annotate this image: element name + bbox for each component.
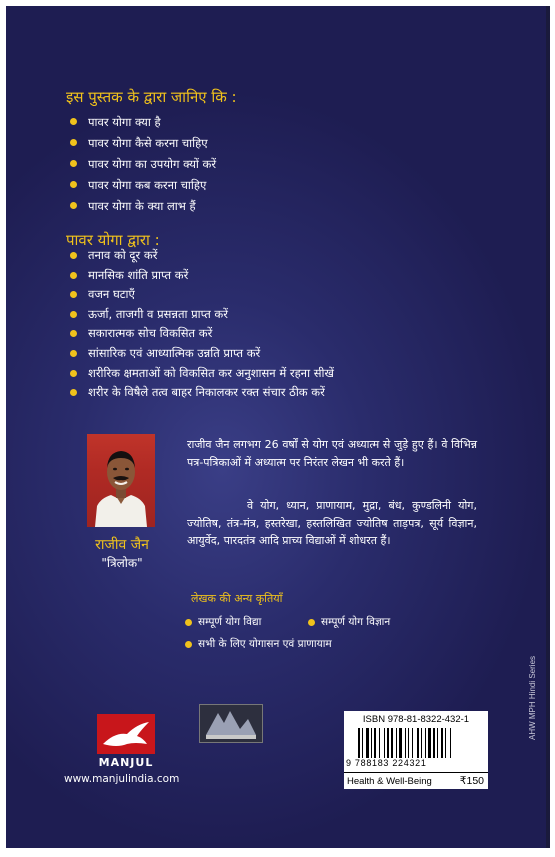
category-label: Health & Well-Being xyxy=(347,776,432,787)
other-work-item: सम्पूर्ण योग विद्या xyxy=(185,615,261,629)
other-work-item: सम्पूर्ण योग विज्ञान xyxy=(308,615,390,629)
category-price-strip xyxy=(344,772,488,790)
benefits-list xyxy=(70,246,334,403)
list-item: वजन घटाएँ xyxy=(70,285,334,305)
author-portrait-icon xyxy=(87,434,155,527)
list-item: पावर योगा के क्या लाभ हैं xyxy=(70,196,216,217)
certification-stamp xyxy=(199,704,263,743)
list-item: पावर योगा का उपयोग क्यों करें xyxy=(70,154,216,175)
publisher-logo-text: MANJUL xyxy=(98,756,154,769)
list-item: पावर योगा क्या है xyxy=(70,112,216,133)
learn-list xyxy=(70,112,216,217)
bullet-icon xyxy=(185,619,192,626)
list-item: तनाव को दूर करें xyxy=(70,246,334,266)
barcode-number: 9 788183 224321 xyxy=(346,758,427,768)
bullet-icon xyxy=(70,202,77,209)
bullet-icon xyxy=(70,370,77,377)
price-label: ₹150 xyxy=(459,775,484,787)
list-item: सांसारिक एवं आध्यात्मिक उन्नति प्राप्त करें xyxy=(70,344,334,364)
section-benefits-title: पावर योगा द्वारा : xyxy=(66,231,160,249)
bullet-icon xyxy=(70,350,77,357)
bullet-icon xyxy=(70,139,77,146)
bullet-icon xyxy=(70,330,77,337)
author-photo xyxy=(87,434,155,527)
author-bio-paragraph: राजीव जैन लगभग 26 वर्षों से योग एवं अध्यात्म से जुड़े हुए हैं। वे विभिन्न पत्र-पत्रिकाओं में अध्यात्म पर निरंतर लेखन भी करते हैं। xyxy=(187,438,477,469)
stamp-emblem-icon xyxy=(200,705,262,742)
list-item: मानसिक शांति प्राप्त करें xyxy=(70,266,334,286)
bullet-icon xyxy=(70,272,77,279)
series-text: AHW MPH Hindi Series xyxy=(528,655,537,740)
bullet-icon xyxy=(70,252,77,259)
list-item: शरीर के विषैले तत्व बाहर निकालकर रक्त संचार ठीक करें xyxy=(70,383,334,403)
bullet-icon xyxy=(70,181,77,188)
bird-logo-icon xyxy=(97,714,155,754)
other-work-item: सभी के लिए योगासन एवं प्राणायाम xyxy=(185,637,332,651)
section-learn-title: इस पुस्तक के द्वारा जानिए कि : xyxy=(66,88,237,106)
bullet-icon xyxy=(70,291,77,298)
bullet-icon xyxy=(70,118,77,125)
list-item: सकारात्मक सोच विकसित करें xyxy=(70,324,334,344)
author-research-paragraph: वे योग, ध्यान, प्राणायाम, मुद्रा, बंध, कुण्डलिनी योग, ज्योतिष, तंत्र-मंत्र, हस्तरेखा, हस्तलिखित ज्योतिष ताड़पत्र, सूर्य विज्ञान, आयुर्वेद, पारदतंत्र आदि प्राच्य विद्याओं में शोधरत हैं। xyxy=(187,499,477,547)
author-alias: "त्रिलोक" xyxy=(101,556,143,570)
list-item: शरीरिक क्षमताओं को विकसित कर अनुशासन में रहना सीखें xyxy=(70,364,334,384)
list-item: पावर योगा कब करना चाहिए xyxy=(70,175,216,196)
isbn-label: ISBN 978-81-8322-432-1 xyxy=(362,714,470,725)
list-item: ऊर्जा, ताजगी व प्रसन्नता प्राप्त करें xyxy=(70,305,334,325)
bullet-icon xyxy=(308,619,315,626)
publisher-website: www.manjulindia.com xyxy=(64,773,180,785)
bullet-icon xyxy=(70,389,77,396)
author-name: राजीव जैन xyxy=(95,537,149,553)
bullet-icon xyxy=(185,641,192,648)
bullet-icon xyxy=(70,160,77,167)
publisher-logo xyxy=(97,714,155,754)
list-item: पावर योगा कैसे करना चाहिए xyxy=(70,133,216,154)
other-works-title: लेखक की अन्य कृतियाँ xyxy=(191,592,283,605)
bullet-icon xyxy=(70,311,77,318)
barcode-icon xyxy=(358,728,474,758)
